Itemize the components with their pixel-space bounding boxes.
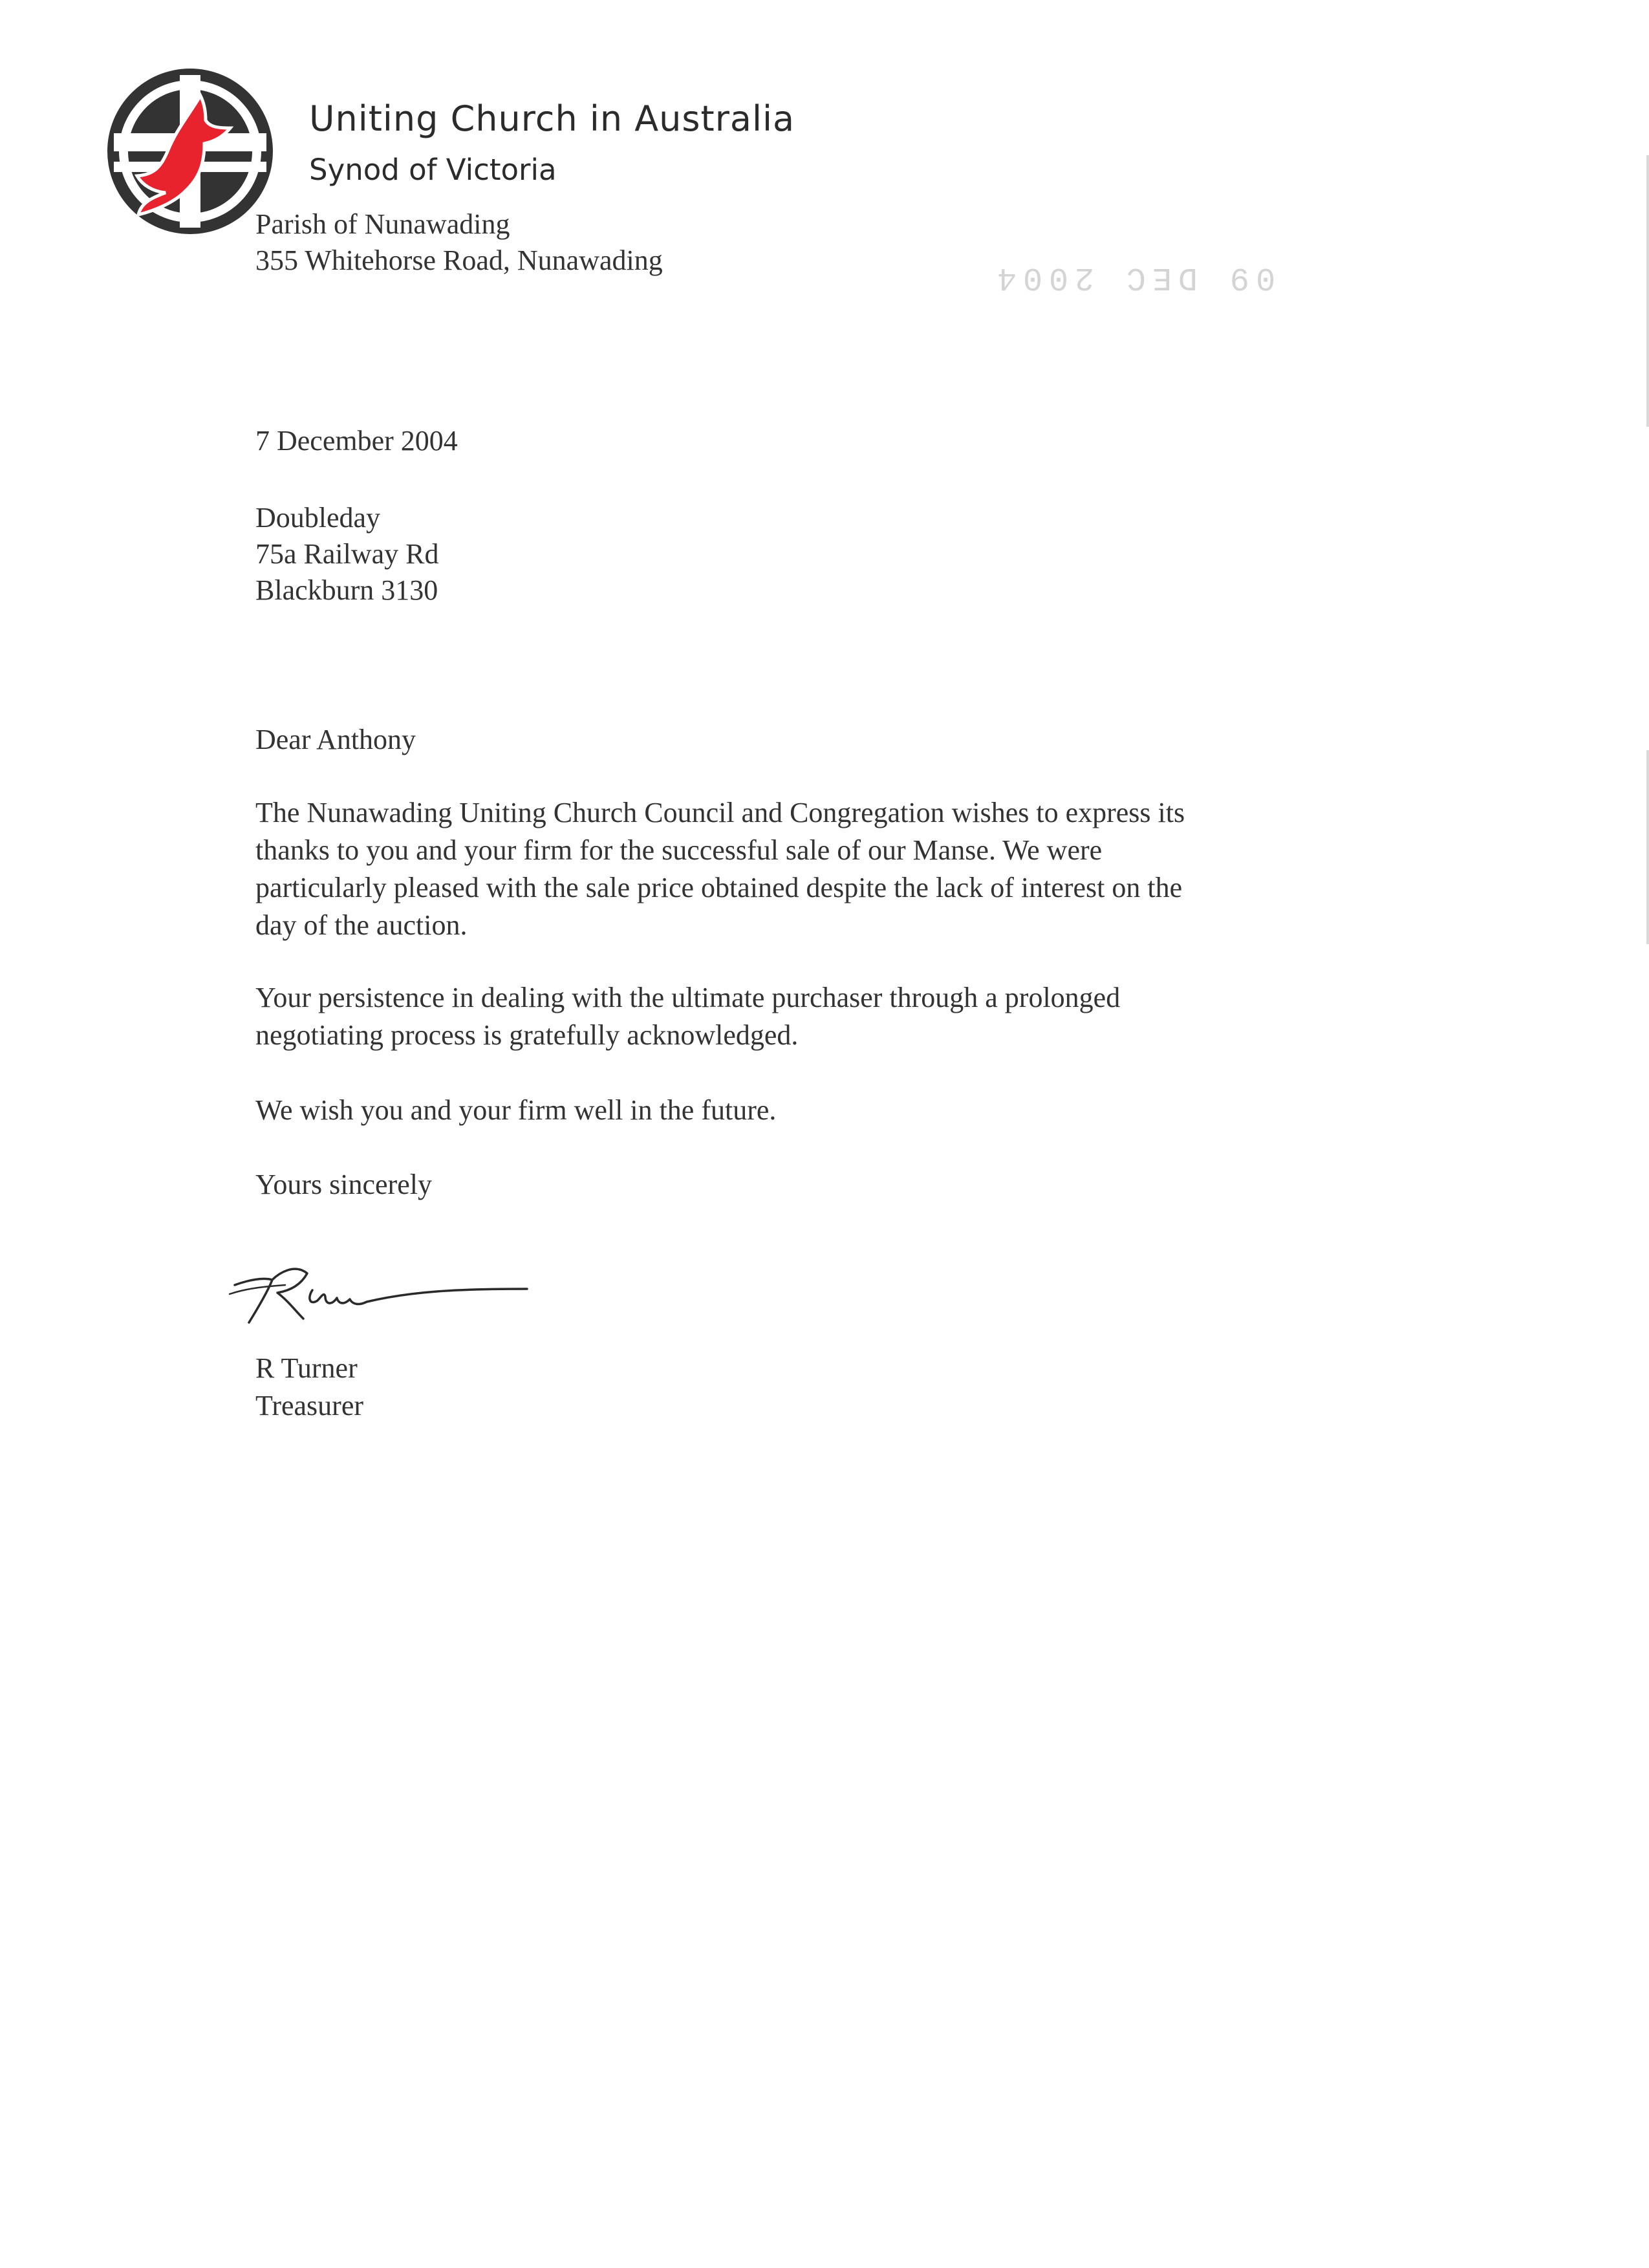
salutation: Dear Anthony	[255, 724, 416, 755]
body-paragraph-2	[255, 979, 1342, 1054]
signatory-name: R Turner	[255, 1352, 358, 1384]
closing: Yours sincerely	[255, 1169, 432, 1200]
recipient-name: Doubleday	[255, 502, 381, 534]
scan-edge-shadow	[1646, 750, 1649, 944]
letter-date: 7 December 2004	[255, 425, 458, 457]
synod-name: Synod of Victoria	[309, 153, 557, 187]
paragraph-line: thanks to you and your firm for the successful sale of our Manse. We were	[255, 834, 1103, 866]
body-paragraph-3	[255, 1092, 1342, 1129]
parish-address: 355 Whitehorse Road, Nunawading	[255, 244, 663, 276]
recipient-street: 75a Railway Rd	[255, 538, 439, 570]
body-paragraph-1	[255, 794, 1342, 944]
paragraph-line: Your persistence in dealing with the ultimate purchaser through a prolonged	[255, 982, 1121, 1013]
parish-name: Parish of Nunawading	[255, 208, 510, 240]
scan-edge-shadow	[1646, 155, 1649, 427]
signature-icon	[223, 1251, 534, 1348]
paragraph-line: particularly pleased with the sale price obtained despite the lack of interest on the	[255, 872, 1183, 903]
uniting-church-logo-icon	[103, 65, 277, 238]
organisation-name: Uniting Church in Australia	[309, 98, 795, 139]
received-stamp: 09 DEC 2004	[991, 259, 1276, 296]
paragraph-line: negotiating process is gratefully acknowledged.	[255, 1019, 799, 1051]
paragraph-line: We wish you and your firm well in the future.	[255, 1094, 777, 1126]
paragraph-line: The Nunawading Uniting Church Council and Congregation wishes to express its	[255, 797, 1185, 828]
paragraph-line: day of the auction.	[255, 909, 468, 941]
recipient-suburb: Blackburn 3130	[255, 574, 438, 606]
signatory-title: Treasurer	[255, 1390, 363, 1421]
